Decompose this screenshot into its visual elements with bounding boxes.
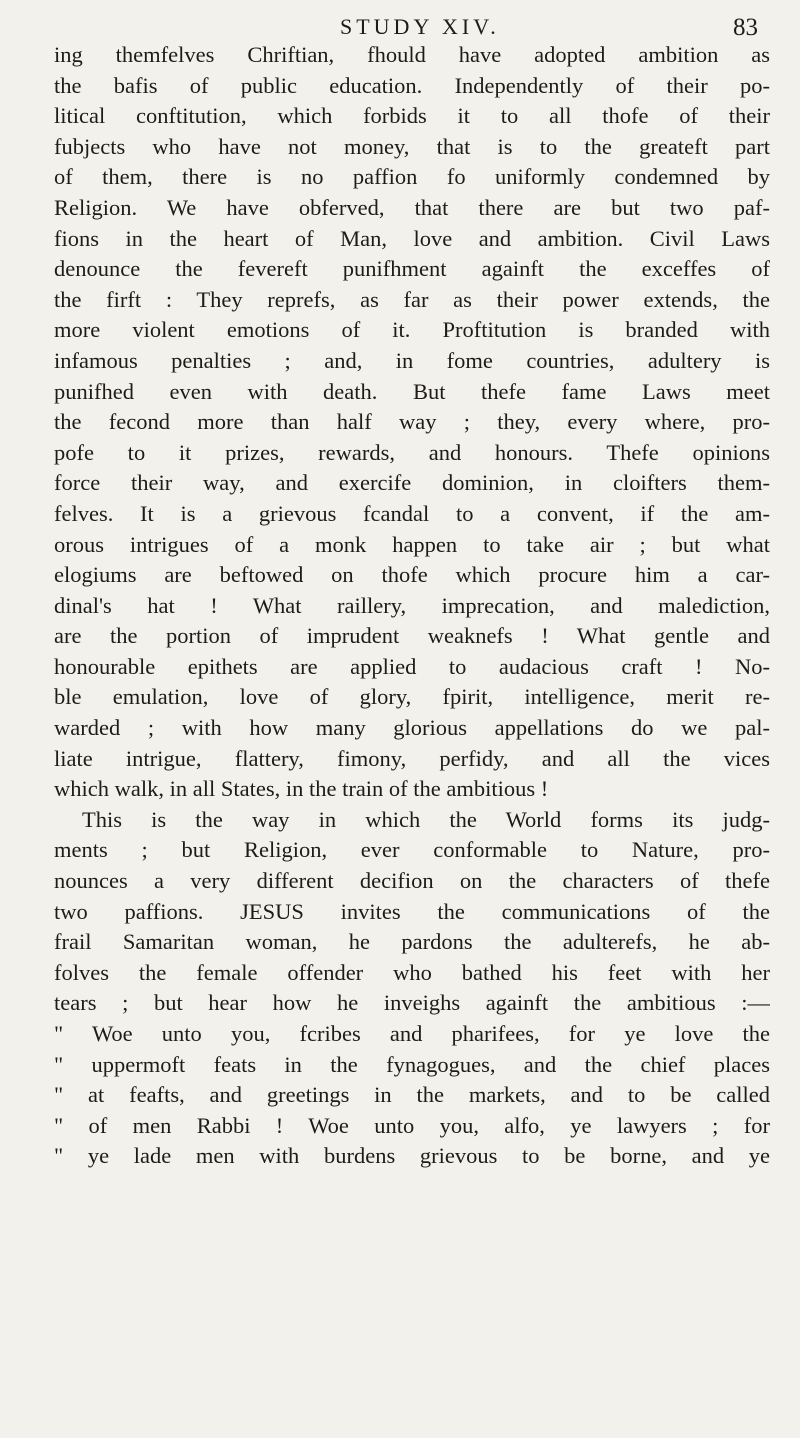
text-line: more violent emotions of it. Proftitution is branded with (54, 317, 770, 343)
text-line: This is the way in which the World forms its judg- (82, 806, 770, 832)
text-line: frail Samaritan woman, he pardons the adulterefs, he ab- (54, 929, 770, 955)
text-line: orous intrigues of a monk happen to take air ; but what (54, 531, 770, 557)
text-line: elogiums are beftowed on thofe which procure him a car- (54, 562, 770, 588)
text-line: " Woe unto you, fcribes and pharifees, for ye love the (54, 1021, 770, 1046)
text-line: pofe to it prizes, rewards, and honours. Thefe opinions (54, 439, 770, 465)
text-line: ble emulation, love of glory, fpirit, intelligence, merit re- (54, 684, 770, 710)
text-line: the bafis of public education. Independently of their po- (54, 72, 770, 98)
running-title: STUDY XIV. (340, 14, 500, 39)
text-line: nounces a very different decifion on the characters of thefe (54, 868, 770, 894)
page-number: 83 (733, 14, 758, 41)
text-line: two paffions. JESUS invites the communications of the (54, 898, 770, 924)
text-line: litical conftitution, which forbids it to all thofe of their (54, 103, 770, 129)
text-line: infamous penalties ; and, in fome countries, adultery is (54, 347, 770, 373)
text-line: of them, there is no paffion fo uniformly condemned by (54, 164, 770, 190)
text-line: " ye lade men with burdens grievous to be borne, and ye (54, 1143, 770, 1169)
text-line: punifhed even with death. But thefe fame Laws meet (54, 378, 770, 404)
text-line: Religion. We have obferved, that there are but two paf- (54, 194, 770, 220)
text-line: folves the female offender who bathed his feet with her (54, 959, 770, 985)
text-line: warded ; with how many glorious appellations do we pal- (54, 715, 770, 741)
text-line: dinal's hat ! What raillery, imprecation, and malediction, (54, 592, 770, 618)
text-line: ments ; but Religion, ever conformable to Nature, pro- (54, 837, 770, 863)
text-line: fubjects who have not money, that is to the greateft part (54, 133, 770, 159)
body-text (54, 40, 770, 1172)
text-line: " of men Rabbi ! Woe unto you, alfo, ye lawyers ; for (54, 1112, 770, 1138)
text-line: fions in the heart of Man, love and ambition. Civil Laws (54, 225, 770, 251)
text-line: force their way, and exercife dominion, in cloifters them- (54, 470, 770, 496)
text-line: liate intrigue, flattery, fimony, perfidy, and all the vices (54, 745, 770, 771)
text-line: " at feafts, and greetings in the markets, and to be called (54, 1082, 770, 1108)
text-line: ing themfelves Chriftian, fhould have adopted ambition as (54, 42, 770, 67)
text-line: which walk, in all States, in the train of the ambitious ! (54, 776, 549, 802)
text-line: " uppermoft feats in the fynagogues, and the chief places (54, 1051, 770, 1077)
text-line: the firft : They reprefs, as far as their power extends, the (54, 286, 770, 312)
text-line: honourable epithets are applied to audacious craft ! No- (54, 653, 770, 679)
text-line: felves. It is a grievous fcandal to a convent, if the am- (54, 500, 770, 526)
text-line: tears ; but hear how he inveighs againft the ambitious :— (54, 990, 770, 1016)
text-line: denounce the fevereft punifhment againft the exceffes of (54, 256, 770, 282)
text-line: the fecond more than half way ; they, every where, pro- (54, 409, 770, 435)
text-line: are the portion of imprudent weaknefs ! What gentle and (54, 623, 770, 649)
